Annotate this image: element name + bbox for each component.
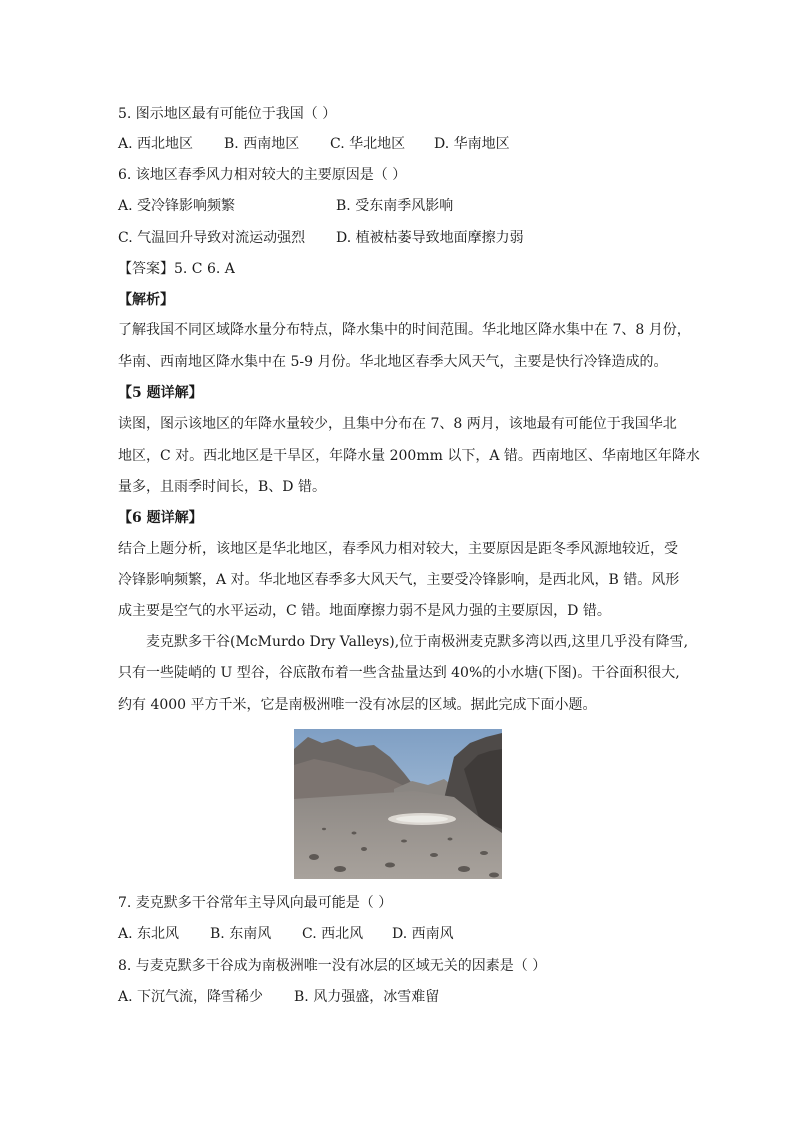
analysis-heading: 【解析】	[118, 292, 174, 308]
q8-stem: 8. 与麦克默多干谷成为南极洲唯一没有冰层的区域无关的因素是（ ）	[118, 958, 547, 974]
detail5-line: 量多，且雨季时间长，B、D 错。	[118, 479, 326, 495]
q8-option-a: A. 下沉气流，降雪稀少	[118, 989, 264, 1005]
q5-stem: 5. 图示地区最有可能位于我国（ ）	[118, 106, 337, 122]
q6-stem: 6. 该地区春季风力相对较大的主要原因是（ ）	[118, 167, 407, 183]
q7-option-c: C. 西北风	[302, 926, 364, 942]
q8-option-b: B. 风力强盛，冰雪难留	[294, 989, 440, 1005]
detail6-line: 成主要是空气的水平运动，C 错。地面摩擦力弱不是风力强的主要原因，D 错。	[118, 603, 611, 619]
detail6-line: 冷锋影响频繁，A 对。华北地区春季多大风天气，主要受冷锋影响，是西北风，B 错。风形	[118, 572, 680, 588]
q7-option-a: A. 东北风	[118, 926, 180, 942]
q5-option-a: A. 西北地区	[118, 136, 194, 152]
analysis-line: 华南、西南地区降水集中在 5-9 月份。华北地区春季大风天气，主要是快行冷锋造成的。	[118, 354, 668, 370]
q6-option-a: A. 受冷锋影响频繁	[118, 198, 236, 214]
detail5-line: 读图，图示该地区的年降水量较少，且集中分布在 7、8 两月，该地最有可能位于我国华北	[118, 416, 677, 432]
detail6-heading: 【6 题详解】	[118, 510, 203, 526]
answer-line: 【答案】5. C 6. A	[118, 261, 235, 277]
q5-option-d: D. 华南地区	[434, 136, 510, 152]
detail5-line: 地区，C 对。西北地区是干旱区，年降水量 200mm 以下，A 错。西南地区、华南地区年降水	[118, 448, 700, 464]
analysis-line: 了解我国不同区域降水量分布特点，降水集中的时间范围。华北地区降水集中在 7、8 月份，	[118, 322, 691, 338]
q5-option-c: C. 华北地区	[330, 136, 406, 152]
q6-option-b: B. 受东南季风影响	[336, 198, 454, 214]
q7-option-b: B. 东南风	[210, 926, 272, 942]
detail5-heading: 【5 题详解】	[118, 385, 203, 401]
passage-line: 约有 4000 平方千米，它是南极洲唯一没有冰层的区域。据此完成下面小题。	[118, 697, 597, 713]
passage-line: 麦克默多干谷(McMurdo Dry Valleys),位于南极洲麦克默多湾以西,这里几乎没有降雪,	[146, 634, 689, 650]
q7-option-d: D. 西南风	[392, 926, 454, 942]
q6-option-c: C. 气温回升导致对流运动强烈	[118, 230, 306, 246]
passage-line: 只有一些陡峭的 U 型谷，谷底散布着一些含盐量达到 40%的小水塘(下图)。干谷面积很大,	[118, 665, 680, 681]
dry-valley-photo	[294, 729, 502, 879]
q5-option-b: B. 西南地区	[224, 136, 300, 152]
detail6-line: 结合上题分析，该地区是华北地区，春季风力相对较大，主要原因是距冬季风源地较近，受	[118, 541, 678, 557]
valley-landscape-image	[294, 729, 502, 879]
q7-stem: 7. 麦克默多干谷常年主导风向最可能是（ ）	[118, 895, 393, 911]
q6-option-d: D. 植被枯萎导致地面摩擦力弱	[336, 230, 524, 246]
